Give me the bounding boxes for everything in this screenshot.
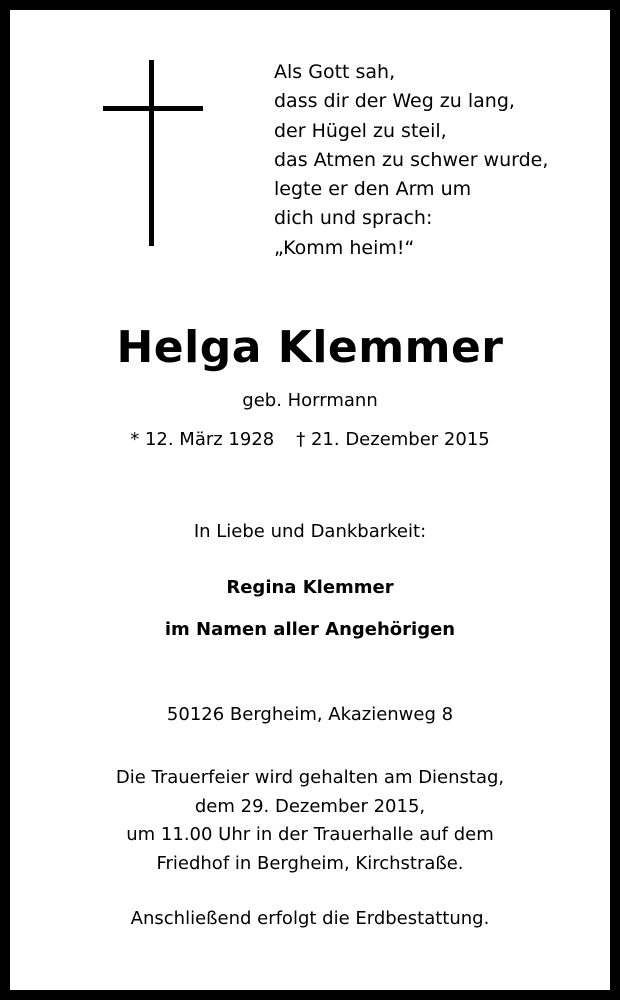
cross-horizontal-bar — [103, 106, 203, 111]
signer-note: im Namen aller Angehörigen — [164, 619, 456, 640]
poem-line: legte er den Arm um — [274, 178, 472, 201]
cross-icon — [103, 60, 203, 246]
poem-line: „Komm heim!“ — [274, 236, 415, 259]
poem-line: Als Gott sah, — [274, 61, 396, 83]
funeral-line: Friedhof in Bergheim, Kirchstraße. — [156, 852, 464, 874]
cross-vertical-bar — [149, 60, 154, 246]
poem-line: dass dir der Weg zu lang, — [274, 90, 515, 113]
signer-name: Regina Klemmer — [226, 577, 394, 598]
poem-line: das Atmen zu schwer wurde, — [274, 148, 549, 171]
address: 50126 Bergheim, Akazienweg 8 — [166, 704, 454, 725]
poem — [274, 58, 548, 263]
funeral-line: Die Trauerfeier wird gehalten am Dienstag, — [115, 767, 505, 788]
thanks-line: In Liebe und Dankbarkeit: — [193, 521, 427, 542]
funeral-line: um 11.00 Uhr in der Trauerhalle auf dem — [126, 824, 494, 845]
burial-note: Anschließend erfolgt die Erdbestattung. — [130, 908, 490, 929]
funeral-line: dem 29. Dezember 2015, — [194, 795, 426, 817]
poem-line: der Hügel zu steil, — [274, 119, 447, 142]
funeral-details — [10, 764, 610, 878]
life-dates — [10, 427, 610, 453]
maiden-name: geb. Horrmann — [242, 390, 378, 411]
birth-date: * 12. März 1928 — [130, 429, 275, 450]
deceased-name: Helga Klemmer — [116, 322, 504, 373]
death-date: † 21. Dezember 2015 — [296, 429, 490, 450]
poem-line: dich und sprach: — [274, 207, 433, 230]
